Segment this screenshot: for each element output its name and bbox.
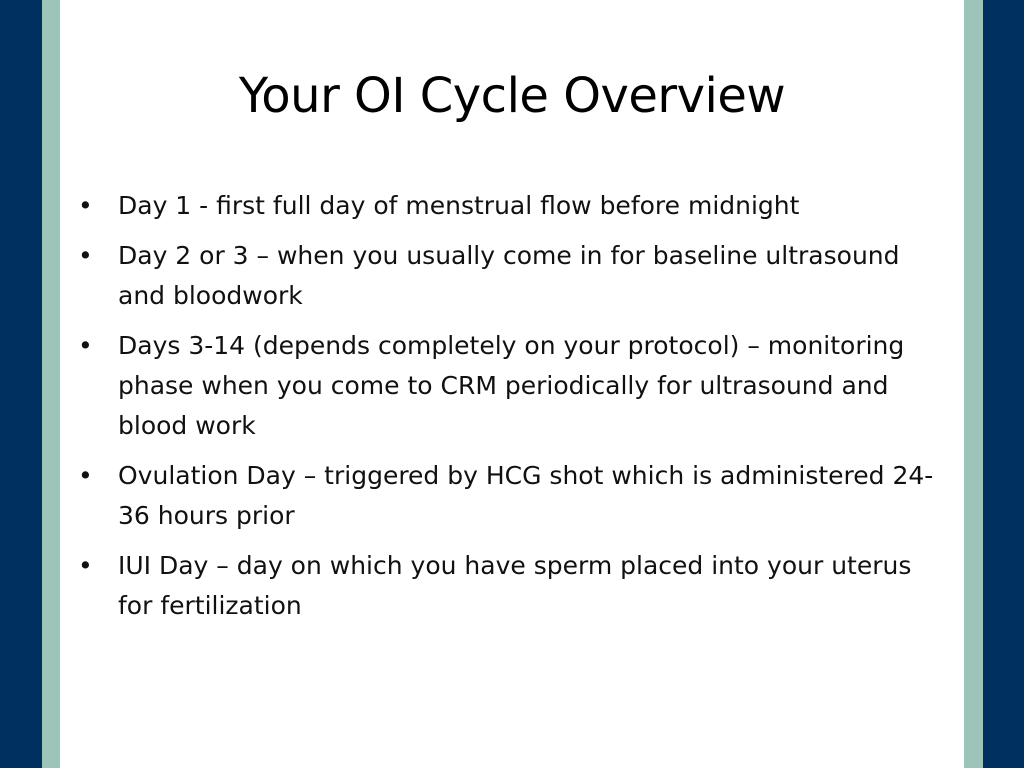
bullet-dot-icon: • <box>78 461 93 490</box>
bullet-text: Ovulation Day – triggered by HCG shot which is administered 24-36 hours prior <box>118 461 934 530</box>
bullet-dot-icon: • <box>78 191 93 220</box>
bullet-text: IUI Day – day on which you have sperm placed into your uterus for fertilization <box>118 551 912 620</box>
bullet-text: Day 1 - first full day of menstrual flow before midnight <box>118 191 800 220</box>
bullet-item <box>76 546 936 626</box>
right-dark-band <box>983 0 1024 768</box>
bullet-list <box>76 186 936 636</box>
bullet-text: Days 3-14 (depends completely on your protocol) – monitoring phase when you come to CRM periodically for ultrasound and blood work <box>118 331 905 440</box>
bullet-dot-icon: • <box>78 241 93 270</box>
left-light-band <box>42 0 60 768</box>
slide-title: Your OI Cycle Overview <box>238 68 786 124</box>
bullet-item <box>76 456 936 536</box>
bullet-item <box>76 186 936 226</box>
bullet-item <box>76 326 936 446</box>
right-light-band <box>964 0 983 768</box>
bullet-text: Day 2 or 3 – when you usually come in for baseline ultrasound and bloodwork <box>118 241 900 310</box>
bullet-item <box>76 236 936 316</box>
bullet-dot-icon: • <box>78 551 93 580</box>
bullet-dot-icon: • <box>78 331 93 360</box>
left-dark-band <box>0 0 42 768</box>
